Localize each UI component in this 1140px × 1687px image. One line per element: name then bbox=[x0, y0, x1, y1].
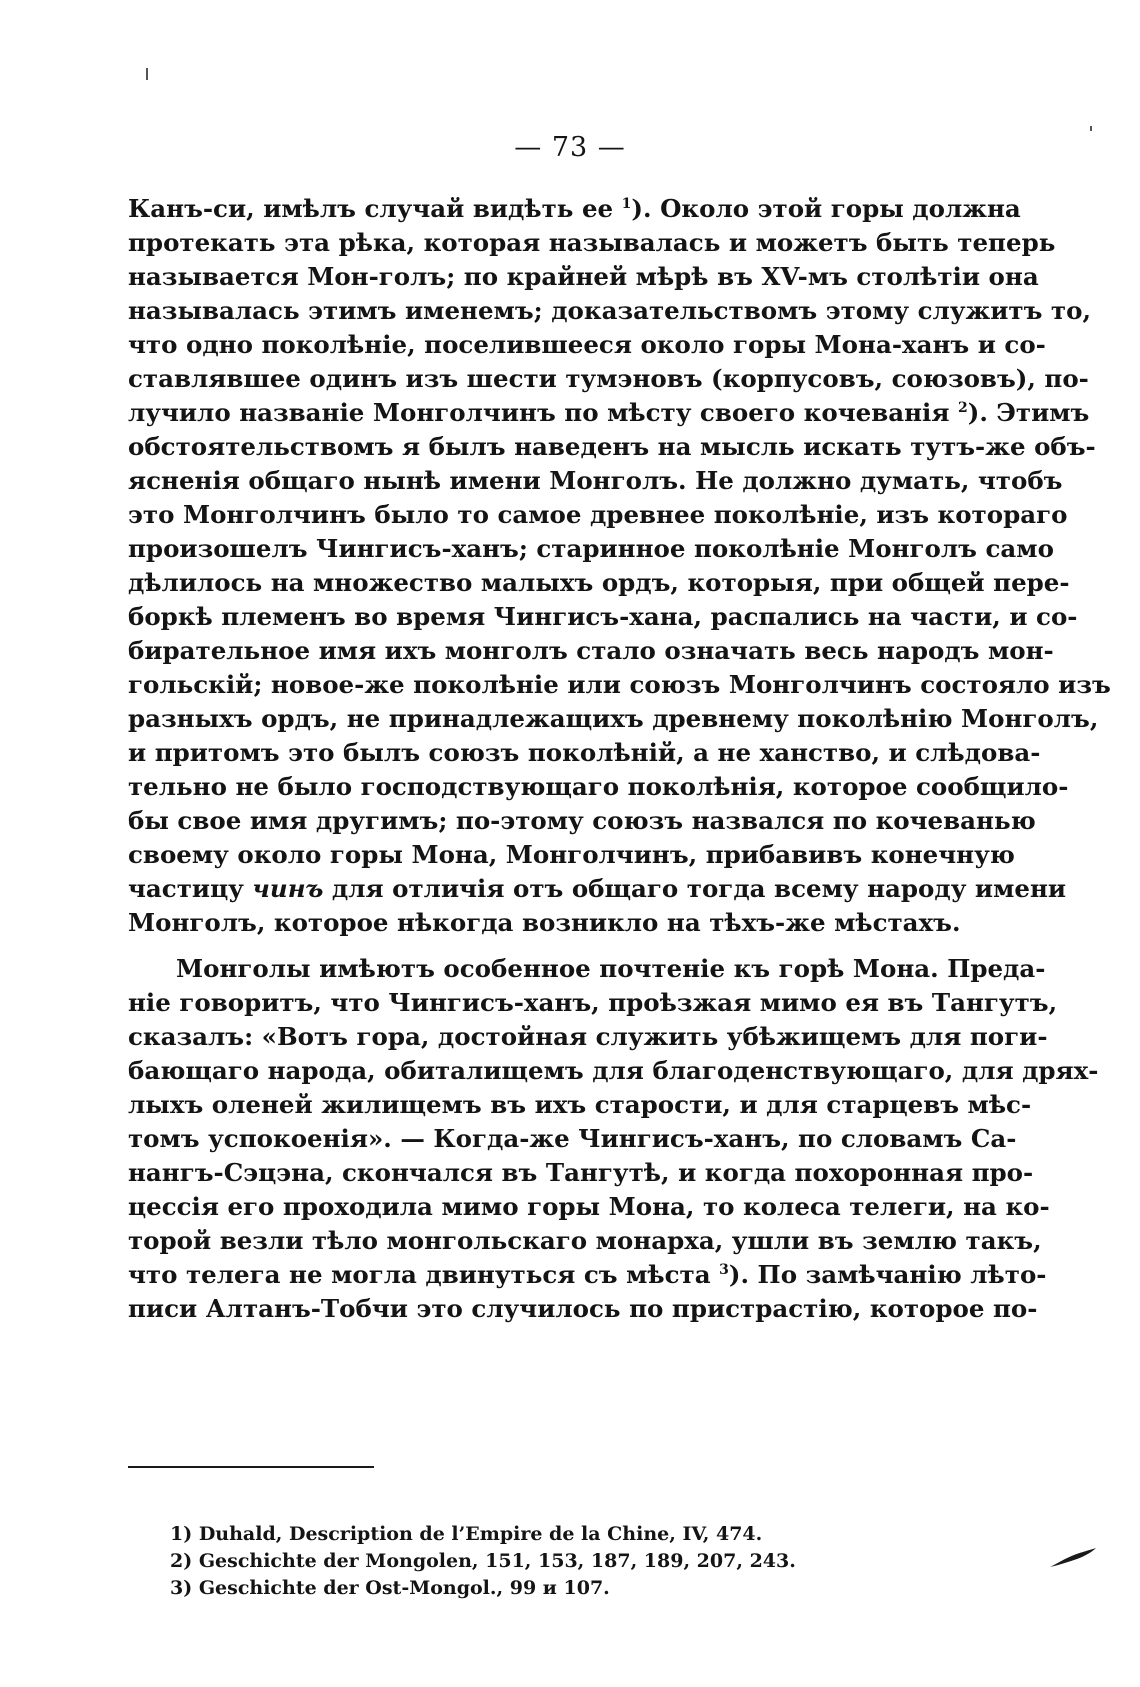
text-line: бающаго народа, обиталищемъ для благоденствующаго, для дрях- bbox=[128, 1056, 1099, 1085]
text-line: называется Мон-голъ; по крайней мѣрѣ въ XV-мъ столѣтіи она bbox=[128, 262, 1039, 291]
text-line: писи Алтанъ-Тобчи это случилось по пристрастію, которое по- bbox=[128, 1294, 1038, 1323]
line-text: Канъ-си, имѣлъ случай видѣть ее bbox=[128, 194, 622, 223]
text-line: своему около горы Мона, Монголчинъ, прибавивъ конечную bbox=[128, 840, 1015, 869]
footnotes bbox=[170, 1521, 870, 1602]
text-line: тельно не было господствующаго поколѣнія, которое сообщило- bbox=[128, 772, 1069, 801]
text-line: обстоятельствомъ я былъ наведенъ на мысль искать тутъ-же объ- bbox=[128, 432, 1096, 461]
ink-quill-mark bbox=[1048, 1545, 1098, 1569]
text-line: томъ успокоенія». — Когда-же Чингисъ-ханъ, по словамъ Са- bbox=[128, 1124, 1017, 1153]
text-line: протекать эта рѣка, которая называлась и можетъ быть теперь bbox=[128, 228, 1056, 257]
text-line bbox=[128, 1258, 1047, 1292]
paragraph-gap bbox=[128, 940, 922, 952]
margin-speck bbox=[146, 68, 148, 80]
text-line: бирательное имя ихъ монголъ стало означать весь народъ мон- bbox=[128, 636, 1054, 665]
text-line: сказалъ: «Вотъ гора, достойная служить убѣжищемъ для поги- bbox=[128, 1022, 1048, 1051]
main-text bbox=[128, 192, 1111, 1326]
footnote-marker: 3 bbox=[719, 1262, 729, 1278]
text-line: и притомъ это былъ союзъ поколѣній, а не ханство, и слѣдова- bbox=[128, 738, 1041, 767]
text-line: ставлявшее одинъ изъ шести тумэновъ (корпусовъ, союзовъ), по- bbox=[128, 364, 1089, 393]
text-line: разныхъ ордъ, не принадлежащихъ древнему поколѣнію Монголъ, bbox=[128, 704, 1099, 733]
footnote-marker: 2 bbox=[958, 400, 968, 416]
line-text: ). Этимъ bbox=[967, 398, 1090, 427]
line-text: что телега не могла двинуться съ мѣста bbox=[128, 1260, 720, 1289]
margin-speck bbox=[1090, 126, 1092, 131]
line-text: лучило названіе Монголчинъ по мѣсту своего кочеванія bbox=[128, 398, 958, 427]
text-line bbox=[128, 396, 1090, 430]
text-line: цессія его проходила мимо горы Мона, то колеса телеги, на ко- bbox=[128, 1192, 1050, 1221]
line-text: для отличія отъ общаго тогда всему народу имени bbox=[323, 874, 1067, 903]
footnote-marker: 1 bbox=[621, 196, 632, 212]
footnote-separator bbox=[128, 1466, 374, 1468]
text-line: бы свое имя другимъ; по-этому союзъ назвался по кочеванью bbox=[128, 806, 1036, 835]
footnote: 3) Geschichte der Ost-Mongol., 99 и 107. bbox=[170, 1577, 610, 1599]
footnote: 1) Duhald, Description de l’Empire de la Chine, IV, 474. bbox=[170, 1523, 763, 1545]
footnote: 2) Geschichte der Mongolen, 151, 153, 187, 189, 207, 243. bbox=[170, 1550, 796, 1572]
text-line bbox=[128, 192, 1021, 226]
text-line: что одно поколѣніе, поселившееся около горы Мона-ханъ и со- bbox=[128, 330, 1046, 359]
text-line: Монголъ, которое нѣкогда возникло на тѣхъ-же мѣстахъ. bbox=[128, 908, 961, 937]
text-line: дѣлилось на множество малыхъ ордъ, которыя, при общей пере- bbox=[128, 568, 1070, 597]
text-line: торой везли тѣло монгольскаго монарха, ушли въ землю такъ, bbox=[128, 1226, 1042, 1255]
text-line: ясненія общаго нынѣ имени Монголъ. Не должно думать, чтобъ bbox=[128, 466, 1063, 495]
line-text: частицу bbox=[128, 874, 253, 903]
line-text: ). Около этой горы должна bbox=[631, 194, 1021, 223]
text-line: это Монголчинъ было то самое древнее поколѣніе, изъ котораго bbox=[128, 500, 1068, 529]
text-line: гольскій; новое-же поколѣніе или союзъ Монголчинъ состояло изъ bbox=[128, 670, 1111, 699]
text-line: называлась этимъ именемъ; доказательствомъ этому служитъ то, bbox=[128, 296, 1091, 325]
text-line: Монголы имѣютъ особенное почтеніе къ горѣ Мона. Преда- bbox=[176, 954, 1046, 983]
text-line: произошелъ Чингисъ-ханъ; старинное поколѣніе Монголъ само bbox=[128, 534, 1054, 563]
text-line: ніе говоритъ, что Чингисъ-ханъ, проѣзжая мимо ея въ Тангутъ, bbox=[128, 988, 1058, 1017]
text-line: нангъ-Сэцэна, скончался въ Тангутѣ, и когда похоронная про- bbox=[128, 1158, 1034, 1187]
line-text: ). По замѣчанію лѣто- bbox=[728, 1260, 1047, 1289]
text-line bbox=[128, 872, 1067, 906]
italic-word: чинъ bbox=[252, 874, 324, 903]
text-line: боркѣ племенъ во время Чингисъ-хана, распались на части, и со- bbox=[128, 602, 1078, 631]
page-number: — 73 — bbox=[514, 132, 626, 163]
text-line: лыхъ оленей жилищемъ въ ихъ старости, и для старцевъ мѣс- bbox=[128, 1090, 1032, 1119]
